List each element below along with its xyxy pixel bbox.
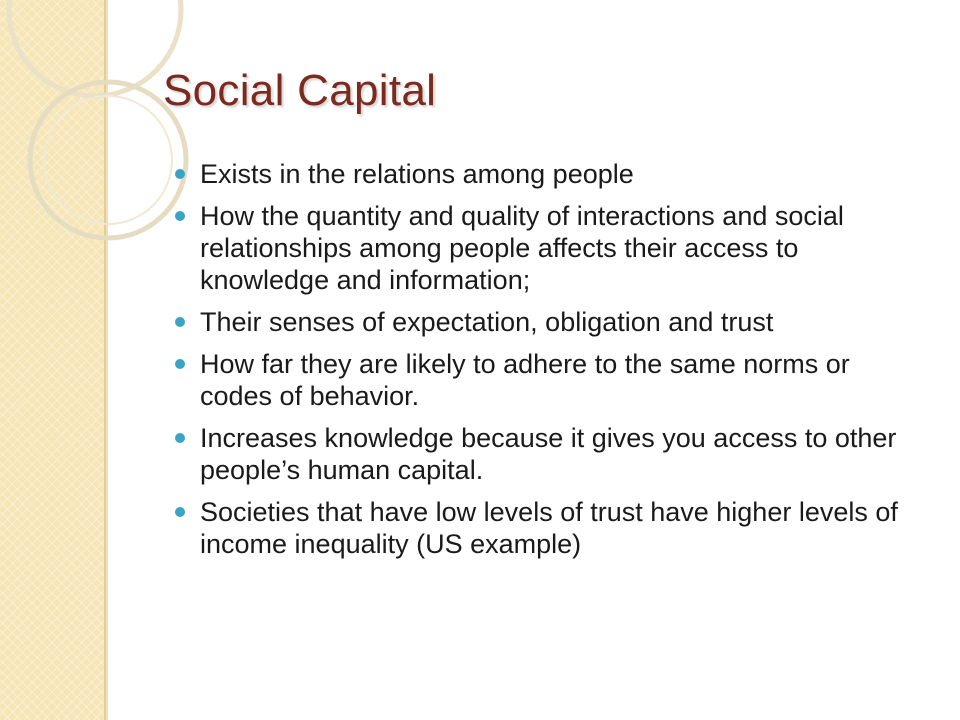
bullet-text: How the quantity and quality of interactions and social relationships among people affects their access to knowledge and information; xyxy=(200,201,844,295)
bullet-item xyxy=(175,422,920,486)
bullet-text: How far they are likely to adhere to the same norms or codes of behavior. xyxy=(200,349,850,411)
bullet-dot-icon xyxy=(175,507,185,517)
bullet-item xyxy=(175,200,920,296)
bullet-text: Increases knowledge because it gives you access to other people’s human capital. xyxy=(200,423,897,485)
bullet-dot-icon xyxy=(175,359,185,369)
bullet-item xyxy=(175,306,920,338)
bullet-item xyxy=(175,348,920,412)
bullet-text: Exists in the relations among people xyxy=(200,159,634,189)
slide-title: Social Capital xyxy=(163,66,437,115)
bullet-dot-icon xyxy=(175,433,185,443)
bullet-dot-icon xyxy=(175,169,185,179)
bullet-text: Societies that have low levels of trust have higher levels of income inequality (US example) xyxy=(200,497,898,559)
bullet-text: Their senses of expectation, obligation and trust xyxy=(200,307,774,337)
bullet-dot-icon xyxy=(175,211,185,221)
bullet-dot-icon xyxy=(175,317,185,327)
bullet-item xyxy=(175,158,920,190)
bullet-list xyxy=(175,158,920,570)
bullet-item xyxy=(175,496,920,560)
